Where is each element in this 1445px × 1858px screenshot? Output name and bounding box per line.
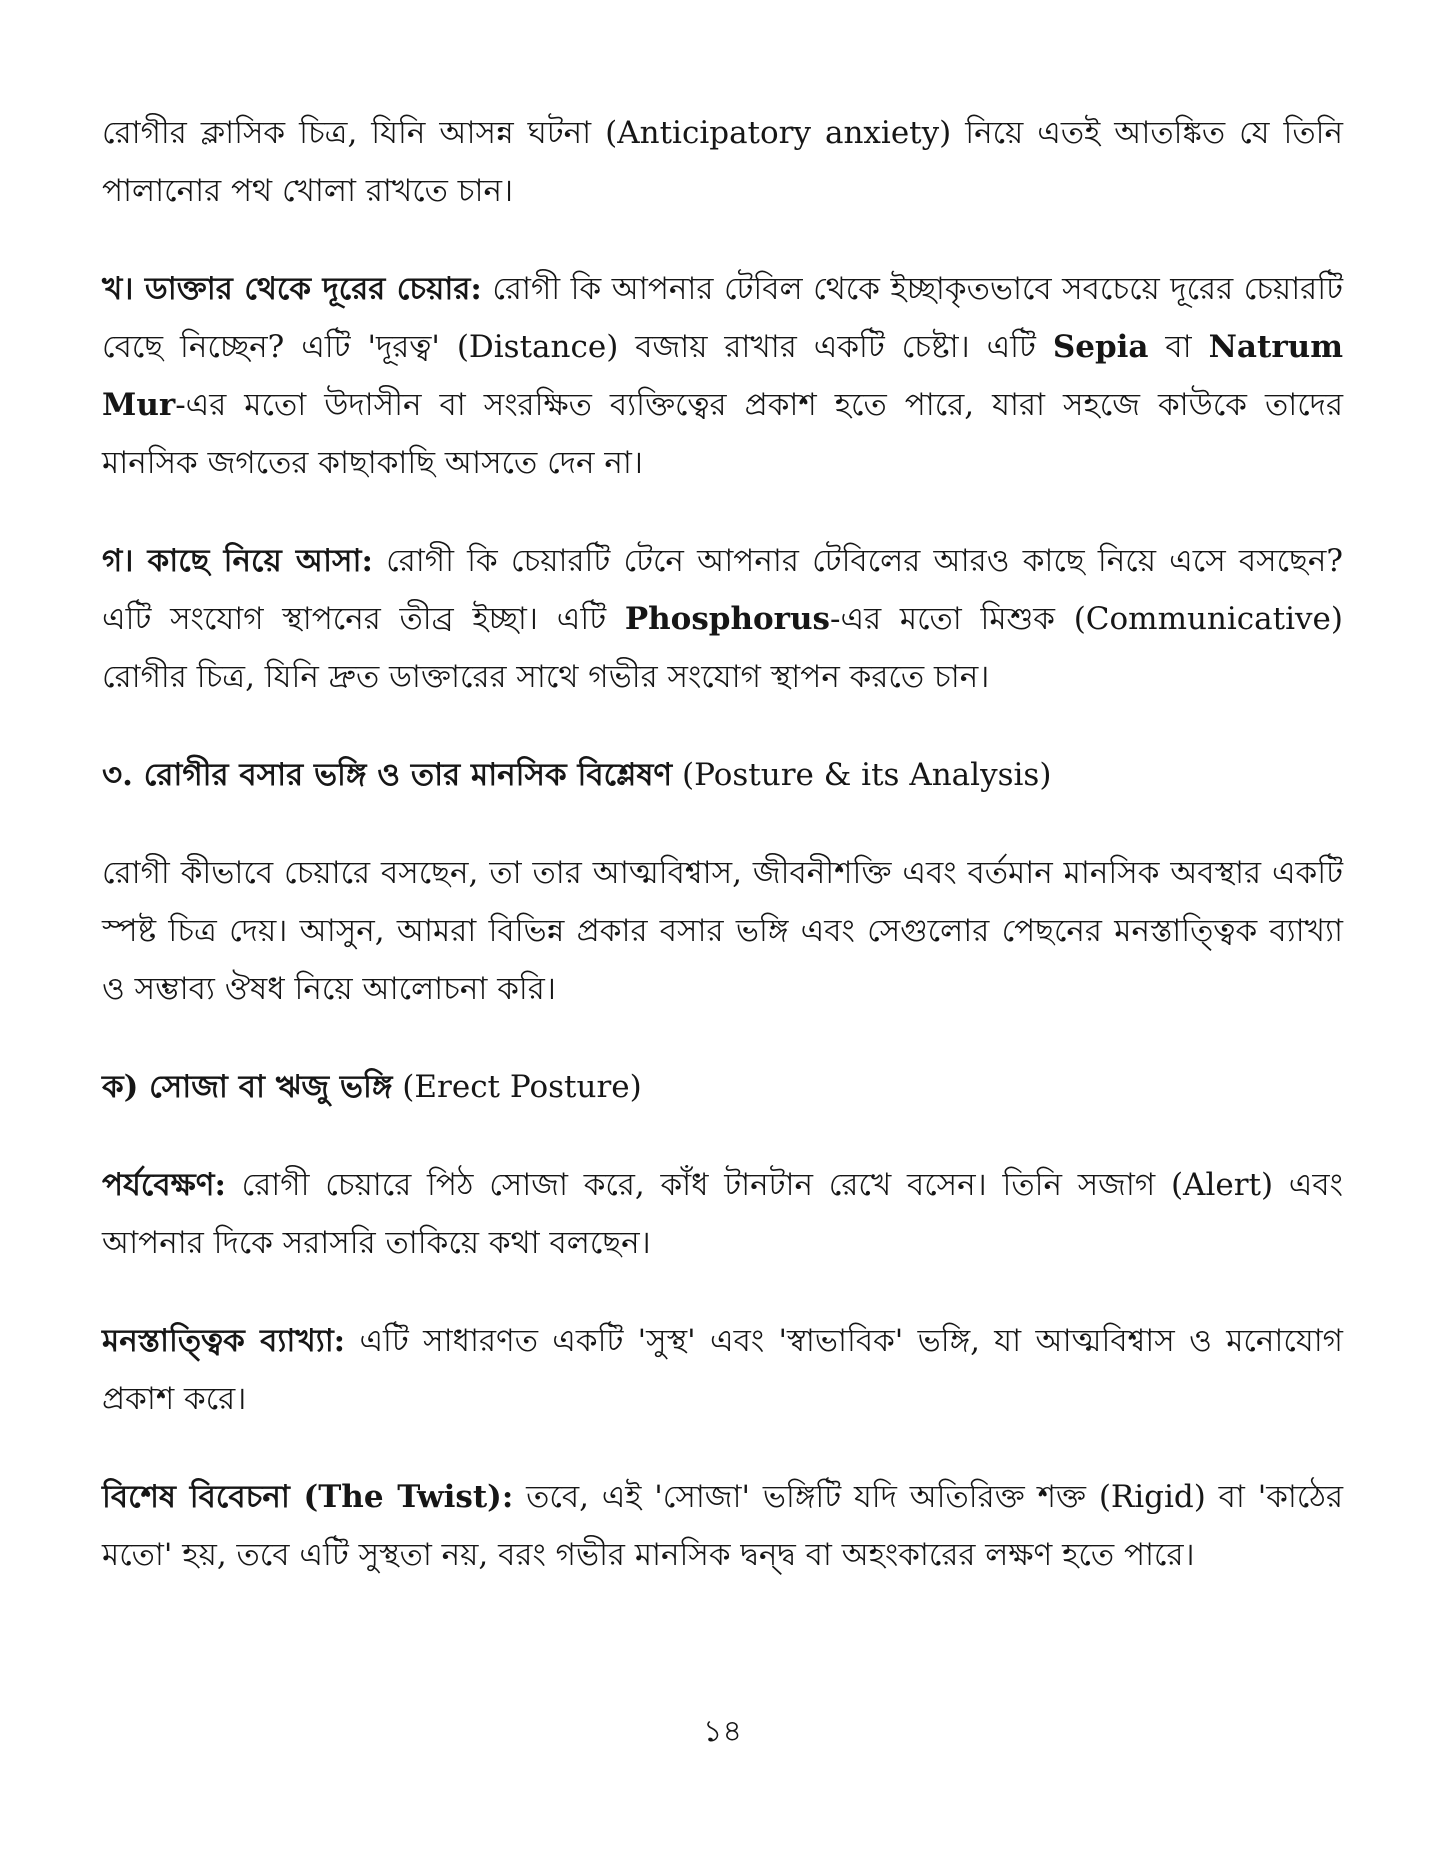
paragraph-posture-intro	[102, 844, 1343, 1018]
heading-bengali: ক) সোজা বা ঋজু ভঙ্গি	[102, 1069, 393, 1105]
paragraph-text: রোগী চেয়ারে পিঠ সোজা করে, কাঁধ টানটান রেখে বসেন। তিনি সজাগ (Alert) এবং আপনার দিকে সরাসরি তাকিয়ে কথা বলছেন।	[102, 1167, 1343, 1261]
paragraph-text: -এর মতো মিশুক (Communicative) রোগীর চিত্র, যিনি দ্রুত ডাক্তারের সাথে গভীর সংযোগ স্থাপন করতে চান।	[102, 601, 1343, 695]
paragraph-label: পর্যবেক্ষণ:	[102, 1167, 226, 1203]
paragraph-anticipatory-anxiety	[102, 104, 1343, 220]
paragraph-text: -এর মতো উদাসীন বা সংরক্ষিত ব্যক্তিত্বের প্রকাশ হতে পারে, যারা সহজে কাউকে তাদের মানসিক জগতের কাছাকাছি আসতে দেন না।	[102, 387, 1343, 481]
paragraph-special-consideration	[102, 1468, 1343, 1584]
paragraph-label: মনস্তাত্ত্বিক ব্যাখ্যা:	[102, 1323, 346, 1359]
paragraph-text: রোগী কি আপনার টেবিল থেকে ইচ্ছাকৃতভাবে সবচেয়ে দূরের চেয়ারটি বেছে নিচ্ছেন? এটি 'দূরত্ব' (Distance) বজায় রাখার একটি চেষ্টা। এটি	[102, 271, 1343, 365]
paragraph-observation	[102, 1156, 1343, 1272]
paragraph-distant-chair	[102, 260, 1343, 492]
paragraph-text: এটি সাধারণত একটি 'সুস্থ' এবং 'স্বাভাবিক' ভঙ্গি, যা আত্মবিশ্বাস ও মনোযোগ প্রকাশ করে।	[102, 1323, 1344, 1417]
paragraph-text: রোগীর ক্লাসিক চিত্র, যিনি আসন্ন ঘটনা (Anticipatory anxiety) নিয়ে এতই আতঙ্কিত যে তিনি পালানোর পথ খোলা রাখতে চান।	[102, 115, 1343, 209]
heading-english: (Posture & its Analysis)	[672, 757, 1052, 793]
section-heading-posture-analysis	[102, 746, 1343, 804]
paragraph-text: রোগী কি চেয়ারটি টেনে আপনার টেবিলের আরও কাছে নিয়ে এসে বসছেন? এটি সংযোগ স্থাপনের তীব্র ইচ্ছা। এটি	[102, 543, 1343, 637]
heading-english: (Erect Posture)	[392, 1069, 642, 1105]
paragraph-text: তবে, এই 'সোজা' ভঙ্গিটি যদি অতিরিক্ত শক্ত (Rigid) বা 'কাঠের মতো' হয়, তবে এটি সুস্থতা নয়, বরং গভীর মানসিক দ্বন্দ্ব বা অহংকারের লক্ষণ হতে পারে।	[102, 1479, 1343, 1573]
paragraph-label: বিশেষ বিবেচনা (The Twist):	[102, 1479, 514, 1515]
paragraph-text: বা	[1148, 329, 1209, 365]
paragraph-text: রোগী কীভাবে চেয়ারে বসছেন, তা তার আত্মবিশ্বাস, জীবনীশক্তি এবং বর্তমান মানসিক অবস্থার একটি স্পষ্ট চিত্র দেয়। আসুন, আমরা বিভিন্ন প্রকার বসার ভঙ্গি এবং সেগুলোর পেছনের মনস্তাত্ত্বিক ব্যাখ্যা ও সম্ভাব্য ঔষধ নিয়ে আলোচনা করি।	[102, 855, 1343, 1007]
remedy-phosphorus: Phosphorus	[624, 601, 831, 637]
paragraph-bringing-closer	[102, 532, 1343, 706]
paragraph-psychological-explanation	[102, 1312, 1343, 1428]
remedy-natrum-mur: Natrum Mur	[102, 329, 1344, 423]
remedy-sepia: Sepia	[1052, 329, 1149, 365]
heading-bengali: ৩. রোগীর বসার ভঙ্গি ও তার মানসিক বিশ্লেষণ	[102, 757, 673, 793]
paragraph-label: খ। ডাক্তার থেকে দূরের চেয়ার:	[102, 271, 482, 307]
subsection-heading-erect-posture	[102, 1058, 1343, 1116]
page-number: ১৪	[703, 1714, 742, 1749]
paragraph-label: গ। কাছে নিয়ে আসা:	[102, 543, 373, 579]
